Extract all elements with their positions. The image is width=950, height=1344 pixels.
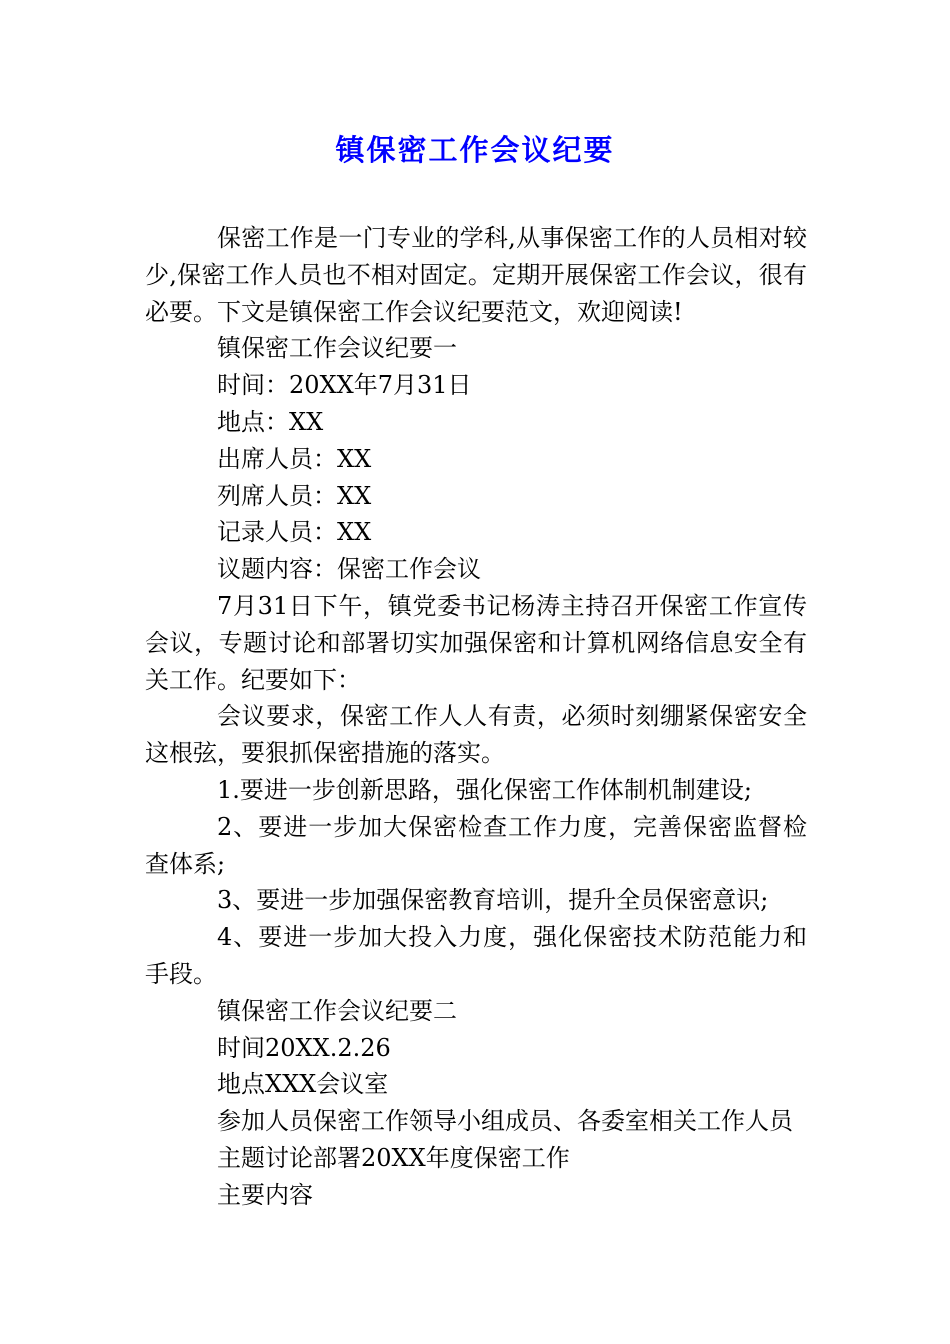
paragraph: 镇保密工作会议纪要一 <box>217 334 457 363</box>
paragraph: 1.要进一步创新思路，强化保密工作体制机制建设; <box>217 775 752 804</box>
paragraph: 会议要求，保密工作人人有责，必须时刻绷紧保密安全这根弦，要狠抓保密措施的落实。 <box>145 702 807 768</box>
paragraph: 出席人员：XX <box>217 444 372 473</box>
paragraph: 时间20XX.2.26 <box>217 1033 391 1062</box>
paragraph: 7月31日下午，镇党委书记杨涛主持召开保密工作宣传会议，专题讨论和部署切实加强保密和计算机网络信息安全有关工作。纪要如下： <box>145 591 807 694</box>
paragraph: 主要内容 <box>217 1180 313 1209</box>
paragraph: 记录人员：XX <box>217 518 372 547</box>
paragraph: 参加人员保密工作领导小组成员、各委室相关工作人员 <box>217 1107 793 1136</box>
paragraph: 地点：XX <box>217 407 324 436</box>
paragraph: 2、要进一步加大保密检查工作力度，完善保密监督检查体系; <box>145 812 807 878</box>
document-body <box>145 220 807 1214</box>
paragraph: 议题内容：保密工作会议 <box>217 555 481 584</box>
paragraph: 地点XXX会议室 <box>217 1070 389 1099</box>
document-title: 镇保密工作会议纪要 <box>335 133 615 167</box>
paragraph: 列席人员：XX <box>217 481 372 510</box>
paragraph: 主题讨论部署20XX年度保密工作 <box>217 1143 570 1172</box>
paragraph: 保密工作是一门专业的学科,从事保密工作的人员相对较少,保密工作人员也不相对固定。定期开展保密工作会议，很有必要。下文是镇保密工作会议纪要范文，欢迎阅读! <box>145 224 807 326</box>
paragraph: 4、要进一步加大投入力度，强化保密技术防范能力和手段。 <box>145 923 807 988</box>
paragraph: 时间：20XX年7月31日 <box>217 371 472 400</box>
paragraph: 3、要进一步加强保密教育培训，提升全员保密意识; <box>217 886 769 915</box>
paragraph: 镇保密工作会议纪要二 <box>217 996 457 1025</box>
